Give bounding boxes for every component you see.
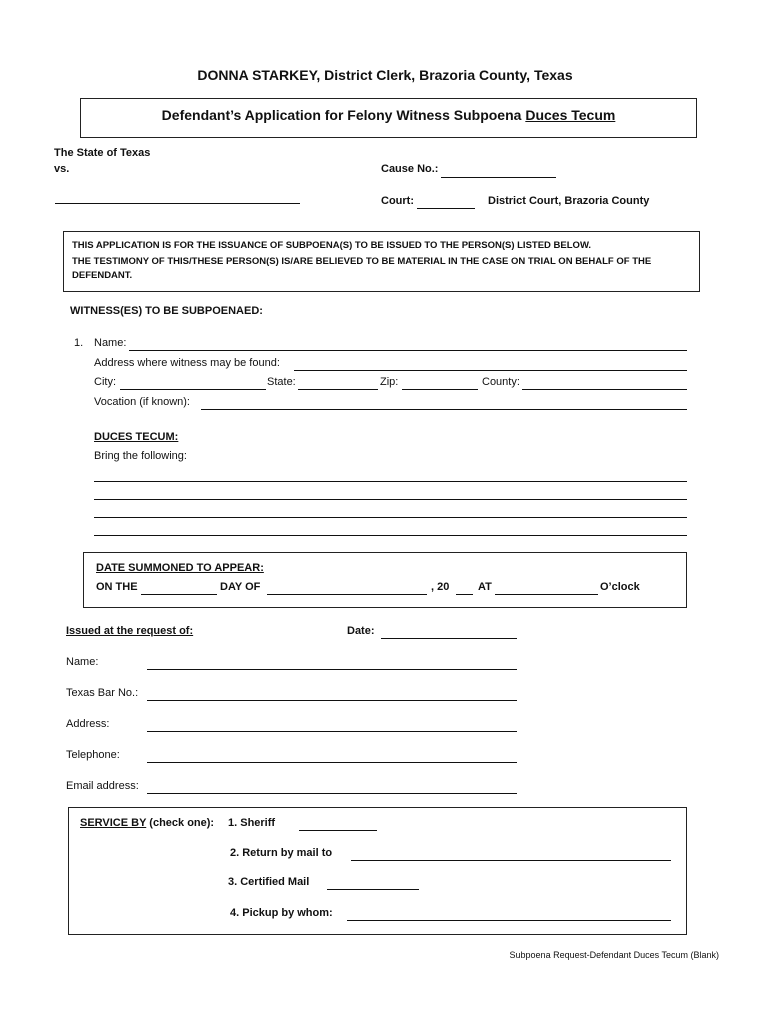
witness-state-label: State: xyxy=(267,376,296,388)
date-summoned-label: DATE SUMMONED TO APPEAR: xyxy=(96,562,264,574)
return-mail-field[interactable] xyxy=(351,860,671,861)
request-date-field[interactable] xyxy=(381,638,517,639)
form-title xyxy=(80,107,697,123)
bring-item-line-2[interactable] xyxy=(94,499,687,500)
requester-name-label: Name: xyxy=(66,656,99,668)
service-option-mail: 2. Return by mail to xyxy=(230,847,333,859)
state-of-texas-label: The State of Texas xyxy=(54,147,151,159)
cause-number-label: Cause No.: xyxy=(381,163,439,175)
requester-address-label: Address: xyxy=(66,718,110,730)
requester-name-field[interactable] xyxy=(147,669,517,670)
witness-city-field[interactable] xyxy=(120,389,266,390)
duces-tecum-label: DUCES TECUM: xyxy=(94,431,179,443)
requester-telephone-label: Telephone: xyxy=(66,749,120,761)
bring-item-line-4[interactable] xyxy=(94,535,687,536)
notice-line-3: DEFENDANT. xyxy=(72,270,133,281)
summons-time-field[interactable] xyxy=(495,594,598,595)
service-option-certified: 3. Certified Mail xyxy=(228,876,310,888)
district-court-label: District Court, Brazoria County xyxy=(488,195,650,207)
service-option-sheriff: 1. Sheriff xyxy=(228,817,276,829)
service-by-label: SERVICE BY xyxy=(80,817,147,829)
summons-year-field[interactable] xyxy=(456,594,473,595)
certified-mail-field[interactable] xyxy=(327,889,419,890)
year-prefix-label: , 20 xyxy=(431,581,450,593)
form-footer: Subpoena Request-Defendant Duces Tecum (Blank) xyxy=(509,950,719,960)
witness-section-label: WITNESS(ES) TO BE SUBPOENAED: xyxy=(70,305,263,317)
requester-email-label: Email address: xyxy=(66,780,139,792)
service-option-pickup: 4. Pickup by whom: xyxy=(230,907,333,919)
notice-line-1: THIS APPLICATION IS FOR THE ISSUANCE OF SUBPOENA(S) TO BE ISSUED TO THE PERSON(S) LISTED BELOW. xyxy=(72,240,592,251)
summons-box xyxy=(83,552,687,608)
summons-month-field[interactable] xyxy=(267,594,427,595)
requester-email-field[interactable] xyxy=(147,793,517,794)
requester-telephone-field[interactable] xyxy=(147,762,517,763)
witness-city-label: City: xyxy=(94,376,116,388)
witness-name-field[interactable] xyxy=(129,350,687,351)
oclock-label: O’clock xyxy=(600,581,640,593)
texas-bar-label: Texas Bar No.: xyxy=(66,687,139,699)
vs-label: vs. xyxy=(54,163,70,175)
witness-address-label: Address where witness may be found: xyxy=(94,357,280,369)
witness-vocation-field[interactable] xyxy=(201,409,687,410)
notice-line-2: THE TESTIMONY OF THIS/THESE PERSON(S) IS/ARE BELIEVED TO BE MATERIAL IN THE CASE ON TRIAL ON BEHALF OF THE xyxy=(72,256,652,267)
sheriff-check-field[interactable] xyxy=(299,830,377,831)
day-of-label: DAY OF xyxy=(220,581,261,593)
service-by-heading xyxy=(80,817,214,829)
bring-item-line-3[interactable] xyxy=(94,517,687,518)
witness-vocation-label: Vocation (if known): xyxy=(94,396,190,408)
witness-county-field[interactable] xyxy=(522,389,687,390)
at-label: AT xyxy=(478,581,492,593)
pickup-by-field[interactable] xyxy=(347,920,671,921)
clerk-heading: DONNA STARKEY, District Clerk, Brazoria County, Texas xyxy=(197,67,573,83)
court-number-field[interactable] xyxy=(417,208,475,209)
witness-state-field[interactable] xyxy=(298,389,378,390)
form-title-duces-tecum: Duces Tecum xyxy=(525,107,616,123)
check-one-label: (check one): xyxy=(149,817,215,829)
witness-zip-field[interactable] xyxy=(402,389,478,390)
defendant-name-field[interactable] xyxy=(55,203,300,204)
bring-item-line-1[interactable] xyxy=(94,481,687,482)
requester-address-field[interactable] xyxy=(147,731,517,732)
request-date-label: Date: xyxy=(347,625,375,637)
summons-day-field[interactable] xyxy=(141,594,217,595)
witness-zip-label: Zip: xyxy=(380,376,399,388)
texas-bar-field[interactable] xyxy=(147,700,517,701)
witness-county-label: County: xyxy=(482,376,520,388)
witness-name-label: Name: xyxy=(94,337,127,349)
form-title-text: Defendant’s Application for Felony Witness Subpoena xyxy=(161,107,522,123)
on-the-label: ON THE xyxy=(96,581,138,593)
witness-address-field[interactable] xyxy=(294,370,687,371)
witness-item-number: 1. xyxy=(74,337,84,349)
issued-at-request-label: Issued at the request of: xyxy=(66,625,194,637)
cause-number-field[interactable] xyxy=(441,177,556,178)
court-label: Court: xyxy=(381,195,414,207)
bring-following-label: Bring the following: xyxy=(94,450,187,462)
